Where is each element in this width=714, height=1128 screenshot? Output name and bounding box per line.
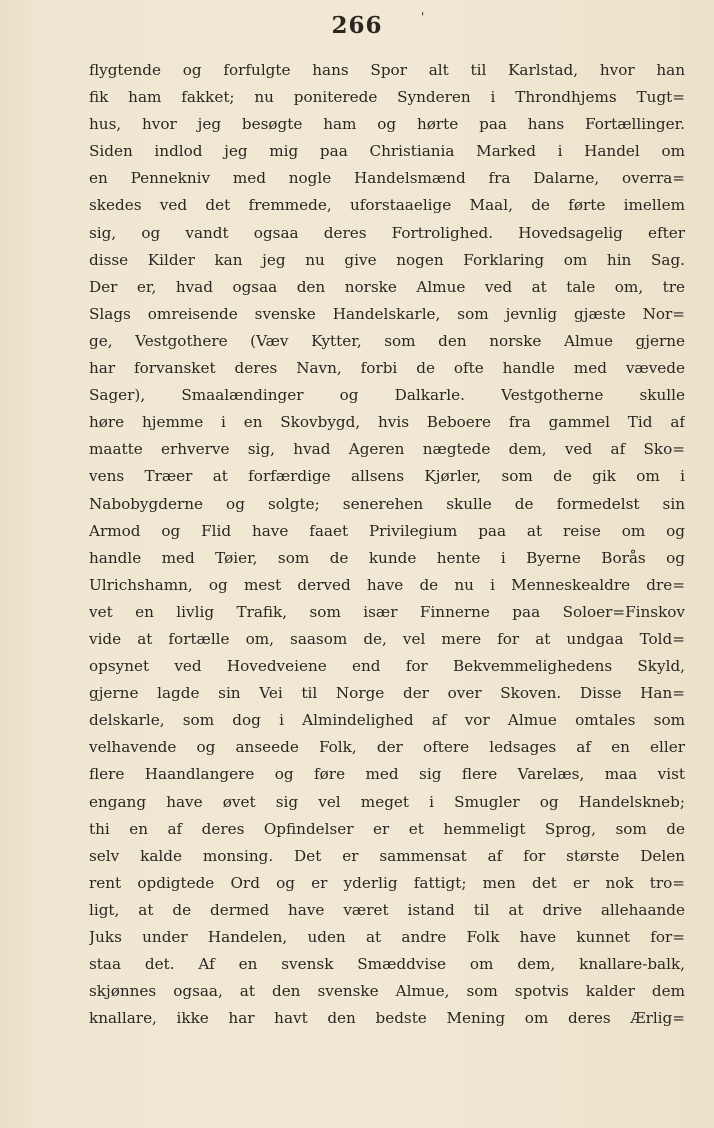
text-line: vet en livlig Trafik, som især Finnerne paa Soloer=Finskov (89, 602, 685, 621)
text-line: hus, hvor jeg besøgte ham og hørte paa hans Fortællinger. (89, 115, 685, 134)
text-line: Ulrichshamn, og mest derved have de nu i Menneskealdre dre= (89, 575, 685, 594)
text-line: delskarle, som dog i Almindelighed af vor Almue omtales som (89, 711, 685, 730)
page-mark: ' (421, 10, 425, 24)
text-line: Der er, hvad ogsaa den norske Almue ved at tale om, tre (89, 277, 685, 296)
text-line: gjerne lagde sin Vei til Norge der over Skoven. Disse Han= (89, 684, 685, 703)
page-number: 266 (331, 12, 383, 39)
text-line: Sager), Smaalændinger og Dalkarle. Vestgotherne skulle (89, 386, 685, 405)
text-line: ge, Vestgothere (Væv Kytter, som den norske Almue gjerne (89, 331, 685, 350)
text-line: maatte erhverve sig, hvad Ageren nægtede dem, ved af Sko= (89, 440, 685, 459)
text-line: staa det. Af en svensk Smæddvise om dem, knallare-balk, (89, 955, 685, 974)
text-line: sig, og vandt ogsaa deres Fortrolighed. Hovedsagelig efter (89, 223, 685, 242)
text-line: skjønnes ogsaa, at den svenske Almue, som spotvis kalder dem (89, 982, 685, 1001)
text-line: har forvansket deres Navn, forbi de ofte handle med vævede (89, 359, 685, 378)
text-line: høre hjemme i en Skovbygd, hvis Beboere fra gammel Tid af (89, 413, 685, 432)
text-line: fik ham fakket; nu poniterede Synderen i Throndhjems Tugt= (89, 88, 685, 107)
text-line: disse Kilder kan jeg nu give nogen Forklaring om hin Sag. (89, 250, 685, 269)
text-line: Armod og Flid have faaet Privilegium paa at reise om og (89, 521, 685, 540)
text-line: engang have øvet sig vel meget i Smugler og Handelskneb; (89, 792, 685, 811)
text-line: flere Haandlangere og føre med sig flere Varelæs, maa vist (89, 765, 685, 784)
text-line: rent opdigtede Ord og er yderlig fattigt; men det er nok tro= (89, 873, 685, 892)
text-line: selv kalde monsing. Det er sammensat af for største Delen (89, 846, 685, 865)
text-line: ligt, at de dermed have været istand til at drive allehaande (89, 900, 685, 919)
text-line: flygtende og forfulgte hans Spor alt til Karlstad, hvor han (89, 61, 685, 79)
text-line: vide at fortælle om, saasom de, vel mere for at undgaa Told= (89, 629, 685, 648)
text-line: Slags omreisende svenske Handelskarle, som jevnlig gjæste Nor= (89, 304, 685, 323)
text-line: Nabobygderne og solgte; senerehen skulle de formedelst sin (89, 494, 685, 513)
text-line: velhavende og anseede Folk, der oftere ledsages af en eller (89, 738, 685, 757)
body-text (89, 57, 685, 1032)
text-line: handle med Tøier, som de kunde hente i Byerne Borås og (89, 548, 685, 567)
text-line: thi en af deres Opfindelser er et hemmeligt Sprog, som de (89, 819, 685, 838)
text-line: knallare, ikke har havt den bedste Mening om deres Ærlig= (89, 1009, 685, 1028)
text-line: opsynet ved Hovedveiene end for Bekvemmelighedens Skyld, (89, 657, 685, 676)
text-line: skedes ved det fremmede, uforstaaelige Maal, de førte imellem (89, 196, 685, 215)
text-line: Juks under Handelen, uden at andre Folk have kunnet for= (89, 928, 685, 946)
text-line: Siden indlod jeg mig paa Christiania Marked i Handel om (89, 142, 685, 161)
text-line: en Pennekniv med nogle Handelsmænd fra Dalarne, overra= (89, 169, 685, 188)
text-line: vens Træer at forfærdige allsens Kjørler, som de gik om i (89, 467, 685, 486)
